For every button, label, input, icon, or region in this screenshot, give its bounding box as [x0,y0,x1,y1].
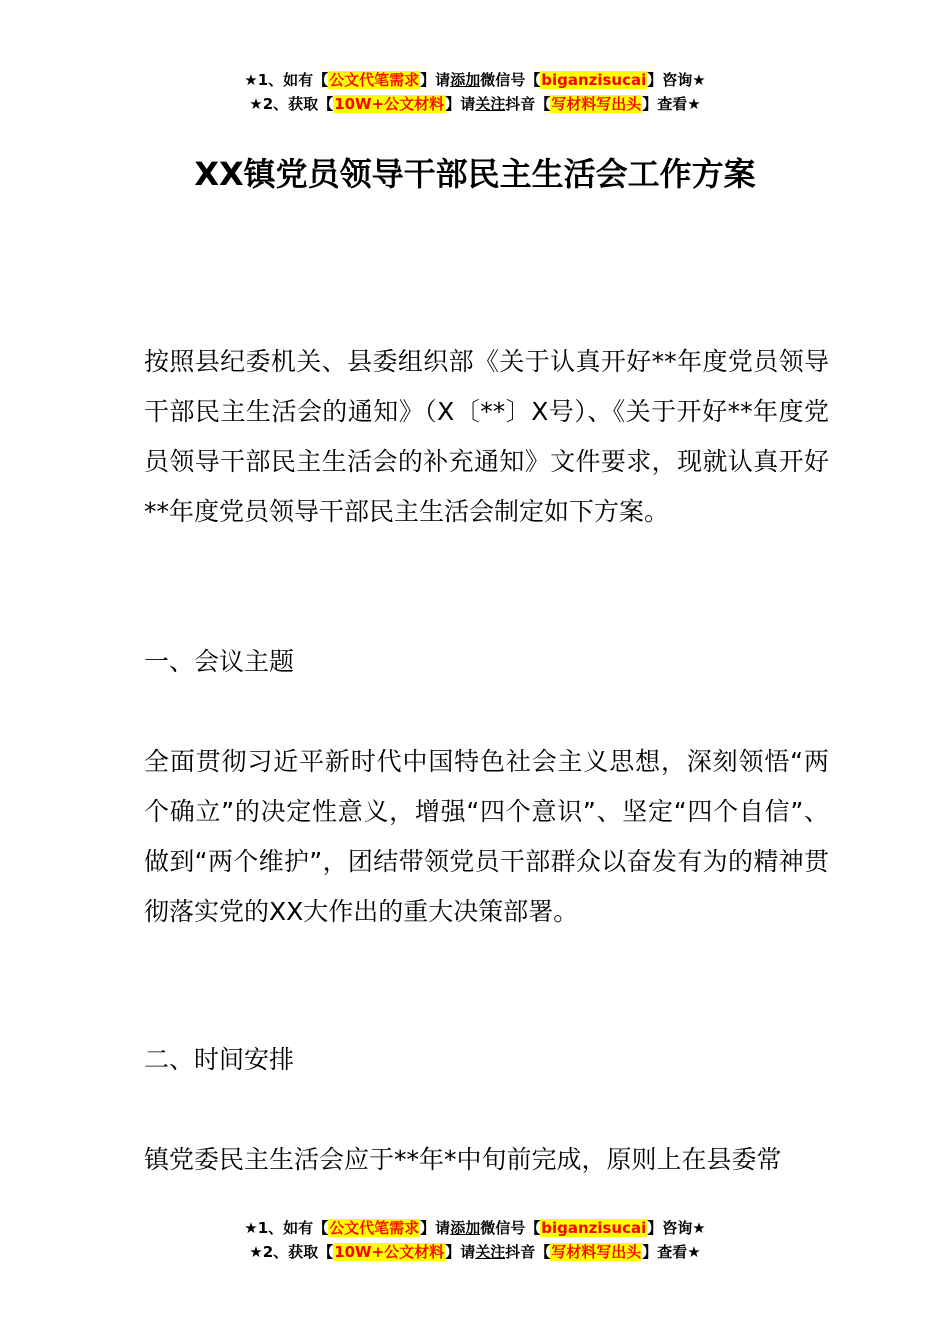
banner-line-1: ★1、如有【公文代笔需求】请添加微信号【biganzisucai】咨询★ [244,71,706,89]
highlight-douyin-id: 写材料写出头 [551,95,642,113]
highlight-service: 公文代笔需求 [329,1219,420,1237]
top-banner [0,68,950,116]
highlight-service: 公文代笔需求 [329,71,420,89]
highlight-wechat-id: biganzisucai [541,71,647,89]
highlight-materials: 10W+公文材料 [334,1243,445,1261]
banner-line-2: ★2、获取【10W+公文材料】请关注抖音【写材料写出头】查看★ [249,95,701,113]
paragraph-theme: 全面贯彻习近平新时代中国特色社会主义思想，深刻领悟“两个确立”的决定性意义，增强“四个意识”、坚定“四个自信”、做到“两个维护”，团结带领党员干部群众以奋发有为的精神贯彻落实党的XX大作出的重大决策部署。 [144,747,829,926]
paragraph-intro: 按照县纪委机关、县委组织部《关于认真开好**年度党员领导干部民主生活会的通知》（X〔**〕X号）、《关于开好**年度党员领导干部民主生活会的补充通知》文件要求，现就认真开好**年度党员领导干部民主生活会制定如下方案。 [144,347,829,526]
bottom-banner [0,1216,950,1264]
banner-line-1: ★1、如有【公文代笔需求】请添加微信号【biganzisucai】咨询★ [244,1219,706,1237]
document-title: XX镇党员领导干部民主生活会工作方案 [194,155,756,193]
paragraph-schedule: 镇党委民主生活会应于**年*中旬前完成，原则上在县委常 [144,1145,782,1174]
highlight-materials: 10W+公文材料 [334,95,445,113]
highlight-douyin-id: 写材料写出头 [551,1243,642,1261]
banner-line-2: ★2、获取【10W+公文材料】请关注抖音【写材料写出头】查看★ [249,1243,701,1261]
section-heading-schedule: 二、时间安排 [144,1045,295,1074]
highlight-wechat-id: biganzisucai [541,1219,647,1237]
section-heading-theme: 一、会议主题 [144,647,295,676]
